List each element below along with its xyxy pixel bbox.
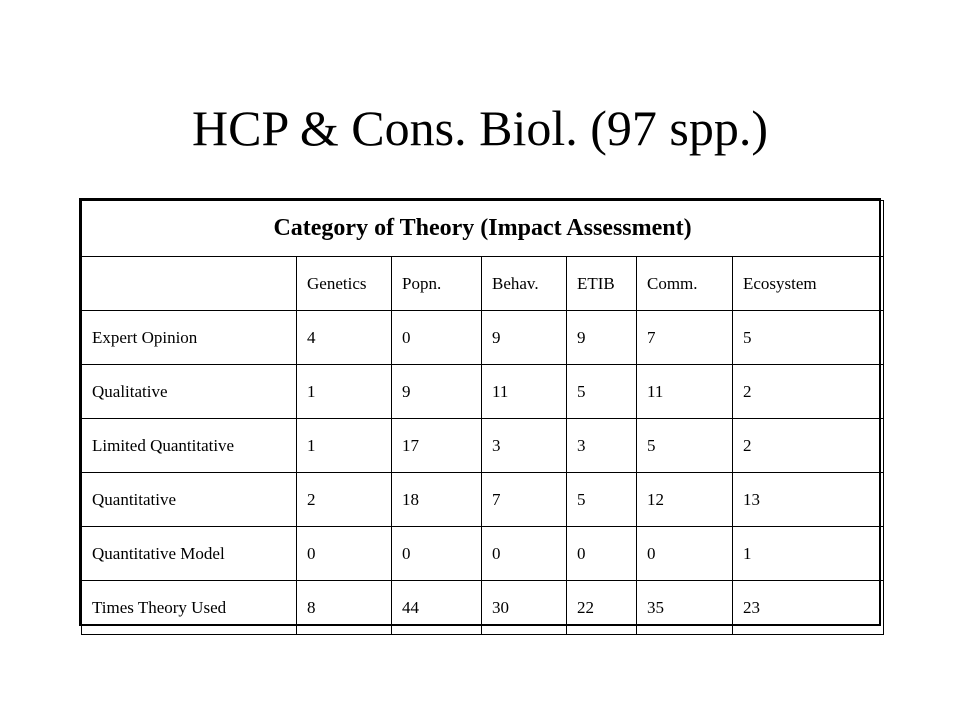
theory-table-container (79, 198, 881, 626)
table-cell: 0 (392, 527, 482, 581)
table-cell: 9 (482, 311, 567, 365)
row-label-expert-opinion: Expert Opinion (82, 311, 297, 365)
table-cell: 4 (297, 311, 392, 365)
column-header-behav: Behav. (482, 257, 567, 311)
table-cell: 30 (482, 581, 567, 635)
table-cell: 5 (637, 419, 733, 473)
table-cell: 0 (567, 527, 637, 581)
table-caption-row (82, 201, 884, 257)
table-cell: 0 (637, 527, 733, 581)
table-header-row (82, 257, 884, 311)
header-corner-cell (82, 257, 297, 311)
table-cell: 18 (392, 473, 482, 527)
table-cell: 1 (297, 365, 392, 419)
row-label-limited-quantitative: Limited Quantitative (82, 419, 297, 473)
column-header-comm: Comm. (637, 257, 733, 311)
table-cell: 0 (482, 527, 567, 581)
row-label-qualitative: Qualitative (82, 365, 297, 419)
table-cell: 9 (567, 311, 637, 365)
table-cell: 1 (733, 527, 884, 581)
row-label-quantitative: Quantitative (82, 473, 297, 527)
table-cell: 8 (297, 581, 392, 635)
table-cell: 35 (637, 581, 733, 635)
column-header-popn: Popn. (392, 257, 482, 311)
slide-title: HCP & Cons. Biol. (97 spp.) (191, 100, 768, 156)
table-cell: 13 (733, 473, 884, 527)
table-cell: 23 (733, 581, 884, 635)
table-row (82, 311, 884, 365)
table-cell: 7 (637, 311, 733, 365)
column-header-etib: ETIB (567, 257, 637, 311)
table-cell: 11 (482, 365, 567, 419)
table-caption: Category of Theory (Impact Assessment) (82, 201, 884, 257)
column-header-genetics: Genetics (297, 257, 392, 311)
table-cell: 17 (392, 419, 482, 473)
table-cell: 3 (567, 419, 637, 473)
row-label-quantitative-model: Quantitative Model (82, 527, 297, 581)
table-cell: 22 (567, 581, 637, 635)
table-cell: 2 (733, 419, 884, 473)
table-cell: 5 (567, 473, 637, 527)
table-cell: 11 (637, 365, 733, 419)
table-row (82, 419, 884, 473)
theory-table (81, 200, 884, 635)
table-cell: 7 (482, 473, 567, 527)
table-row (82, 581, 884, 635)
table-cell: 5 (567, 365, 637, 419)
table-cell: 1 (297, 419, 392, 473)
row-label-times-theory-used: Times Theory Used (82, 581, 297, 635)
table-row (82, 473, 884, 527)
table-cell: 5 (733, 311, 884, 365)
table-cell: 12 (637, 473, 733, 527)
table-cell: 0 (297, 527, 392, 581)
table-cell: 9 (392, 365, 482, 419)
table-cell: 0 (392, 311, 482, 365)
table-row (82, 527, 884, 581)
table-cell: 3 (482, 419, 567, 473)
table-cell: 44 (392, 581, 482, 635)
column-header-ecosystem: Ecosystem (733, 257, 884, 311)
table-cell: 2 (733, 365, 884, 419)
table-cell: 2 (297, 473, 392, 527)
table-row (82, 365, 884, 419)
